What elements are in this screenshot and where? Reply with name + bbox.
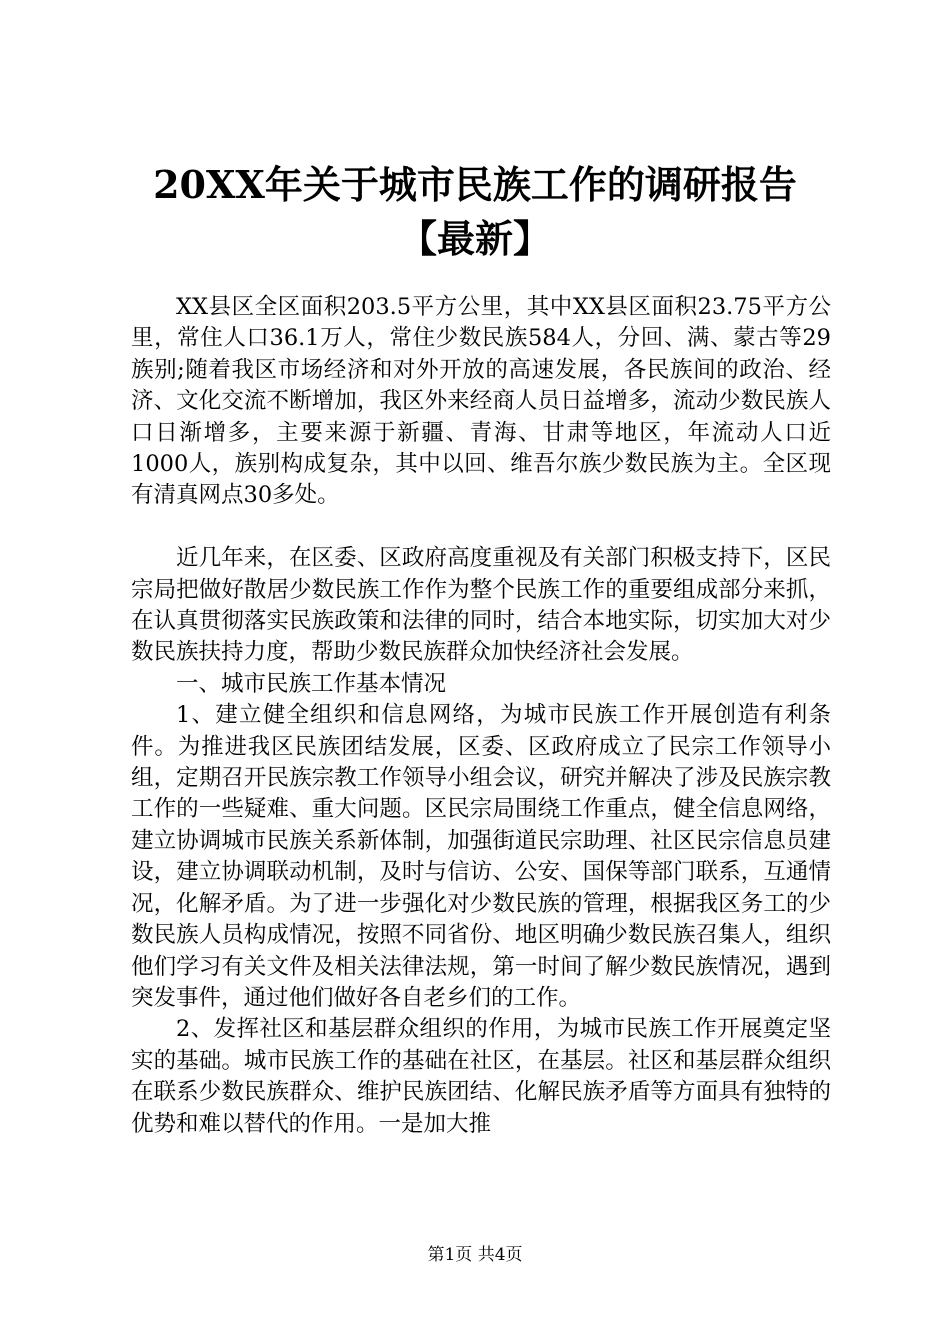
paragraph-item-1: 1、建立健全组织和信息网络，为城市民族工作开展创造有利条件。为推进我区民族团结发展，区委、区政府成立了民宗工作领导小组，定期召开民族宗教工作领导小组会议，研究并解决了涉及民族宗教工作的一些疑难、重大问题。区民宗局围绕工作重点，健全信息网络，建立协调城市民族关系新体制，加强街道民宗助理、社区民宗信息员建设，建立协调联动机制，及时与信访、公安、国保等部门联系，互通情况，化解矛盾。为了进一步强化对少数民族的管理，根据我区务工的少数民族人员构成情况，按照不同省份、地区明确少数民族召集人，组织他们学习有关文件及相关法律法规，第一时间了解少数民族情况，遇到突发事件，通过他们做好各自老乡们的工作。	[131, 702, 831, 1011]
paragraph-item-2: 2、发挥社区和基层群众组织的作用，为城市民族工作开展奠定坚实的基础。城市民族工作的基础在社区，在基层。社区和基层群众组织在联系少数民族群众、维护民族团结、化解民族矛盾等方面具有独特的优势和难以替代的作用。一是加大推	[131, 1016, 831, 1137]
paragraph-area-population: XX县区全区面积203.5平方公里，其中XX县区面积23.75平方公里，常住人口36.1万人，常住少数民族584人，分回、满、蒙古等29族别;随着我区市场经济和对外开放的高速发展，各民族间的政治、经济、文化交流不断增加，我区外来经商人员日益增多，流动少数民族人口日渐增多，主要来源于新疆、青海、甘肃等地区，年流动人口近1000人，族别构成复杂，其中以回、维吾尔族少数民族为主。全区现有清真网点30多处。	[131, 294, 831, 509]
section-heading-basic-situation: 一、城市民族工作基本情况	[176, 670, 447, 697]
paragraph-overview: 近几年来，在区委、区政府高度重视及有关部门积极支持下，区民宗局把做好散居少数民族工作作为整个民族工作的重要组成部分来抓，在认真贯彻落实民族政策和法律的同时，结合本地实际，切实加大对少数民族扶持力度，帮助少数民族群众加快经济社会发展。	[131, 545, 831, 666]
document-title: 20XX年关于城市民族工作的调研报告【最新】	[153, 162, 797, 261]
page-number: 第1页 共4页	[427, 1245, 523, 1265]
document-body	[131, 292, 831, 1140]
